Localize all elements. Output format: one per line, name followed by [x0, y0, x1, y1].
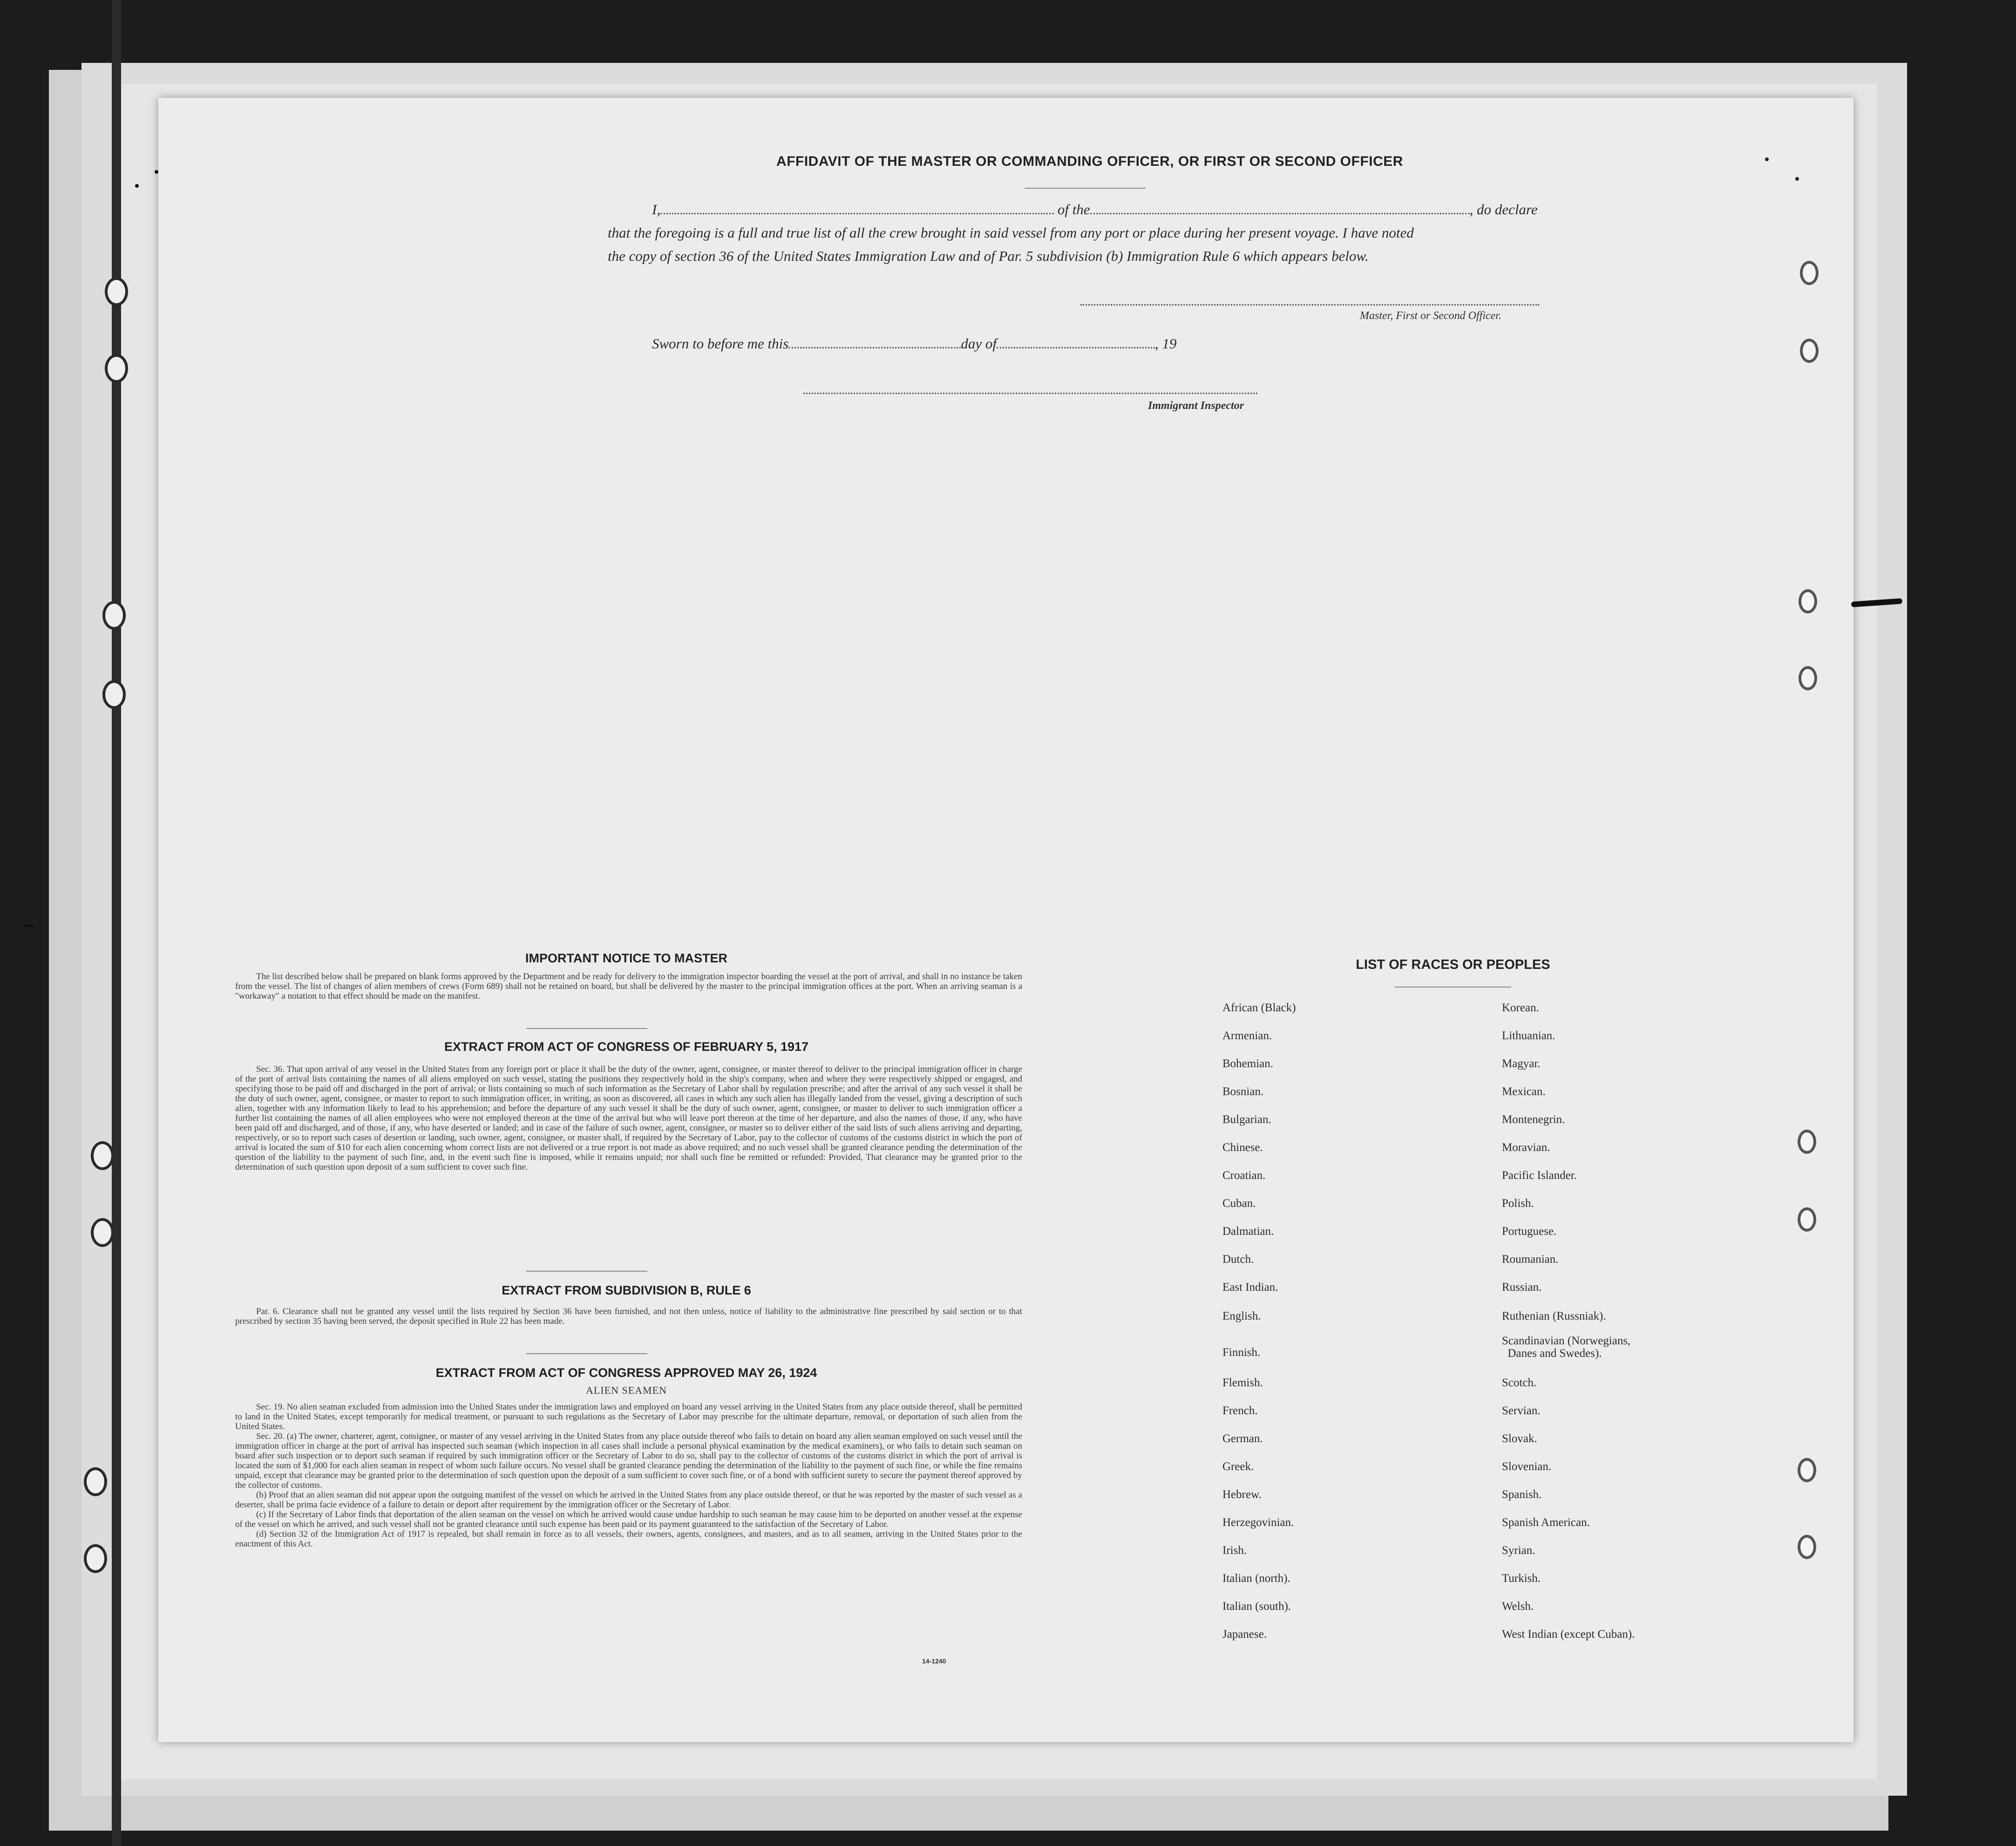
divider [526, 1353, 647, 1354]
mark [155, 170, 158, 174]
race-item: Spanish. [1502, 1488, 1542, 1501]
race-item: German. [1222, 1432, 1263, 1445]
extract-1917-paragraph: Sec. 36. That upon arrival of any vessel in the United States from any foreign port or place it shall be the duty of the owner, agent, consignee, or master thereof to deliver to the principal immigration officer in charge of the port of arrival lists containing the names of all aliens employed on such vessel, stating the positions they respectively hold in the ship's company, when and where they were respectively shipped or engaged, and specifying those to be paid off and discharged in the port of arrival; or lists containing so much of such information as the Secretary of Labor shall by regulation prescribe; and after the arrival of any such vessel it shall be the duty of such owner, agent, consignee, or master to report to such immigration officer, in writing, as soon as discovered, all cases in which any such alien has illegally landed from the vessel, giving a description of such alien, together with any information likely to lead to his apprehension; and before the departure of any such vessel it shall be the duty of such owner, agent, consignee, or master to deliver to such immigration officer a further list containing the names of all alien employees who were not employed thereon at the time of the arrival but who will leave port thereon at the time of her departure, and also the names of those, if any, who have been paid off and discharged, and of those, if any, who have deserted or landed; and in case of the failure of such owner, agent, consignee, or master so to deliver either of the said lists of such aliens arriving and departing, respectively, or so to report such cases of desertion or landing, such owner, agent, consignee, or master shall, if required by the Secretary of Labor, pay to the collector of customs of the customs district in which the port of arrival is located the sum of $10 for each alien concerning whom correct lists are not delivered or a true report is not made as above required; and no such vessel shall be granted clearance pending the determination of the question of the liability to the payment of such fine, and, in the event such fine is imposed, while it remains unpaid; nor shall such fine be remitted or refunded: Provided, That clearance may be granted prior to the determination of such question upon deposit of a sum sufficient to cover such fine. [235, 1064, 1022, 1172]
sworn-day-field[interactable] [788, 337, 961, 348]
notice-title: IMPORTANT NOTICE TO MASTER [525, 951, 727, 965]
race-item: Slovenian. [1502, 1460, 1552, 1473]
race-item: Italian (south). [1222, 1600, 1291, 1613]
race-item: Flemish. [1222, 1376, 1263, 1389]
alien-seamen-subtitle: ALIEN SEAMEN [586, 1384, 667, 1396]
binder-hole [102, 680, 126, 709]
divider [1025, 188, 1146, 189]
race-item: Dutch. [1222, 1253, 1254, 1266]
race-item: Bosnian. [1222, 1085, 1264, 1098]
binder-hole [1798, 1130, 1816, 1154]
race-item: Finnish. [1222, 1346, 1261, 1359]
affidavit-line-1 [652, 201, 1538, 218]
race-item: Chinese. [1222, 1141, 1263, 1154]
race-item: Polish. [1502, 1197, 1534, 1210]
sec-20d-paragraph: (d) Section 32 of the Immigration Act of 1917 is repealed, but shall remain in force as to all vessels, their owners, agents, consignees, and masters, and as to all seamen, arriving in the United States prior to the enactment of this Act. [235, 1529, 1022, 1549]
name-field[interactable] [660, 203, 1054, 214]
affidavit-title: AFFIDAVIT OF THE MASTER OR COMMANDING OFFICER, OR FIRST OR SECOND OFFICER [776, 154, 1403, 169]
binder-hole [1799, 589, 1817, 613]
race-item: Welsh. [1502, 1600, 1534, 1613]
race-item: Italian (north). [1222, 1572, 1290, 1585]
race-item: Roumanian. [1502, 1253, 1559, 1266]
binder-hole [1798, 1535, 1816, 1559]
race-item: Spanish American. [1502, 1516, 1590, 1529]
master-caption: Master, First or Second Officer. [1360, 310, 1501, 322]
binder-hole [1798, 1207, 1816, 1232]
race-item: African (Black) [1222, 1001, 1296, 1014]
of-the-label: of the [1057, 201, 1090, 218]
race-item: Lithuanian. [1502, 1029, 1555, 1042]
binder-hole [105, 277, 128, 306]
do-declare-label: , do declare [1469, 201, 1538, 218]
sworn-line [652, 335, 1176, 352]
race-item: Russian. [1502, 1281, 1542, 1294]
race-item: Moravian. [1502, 1141, 1550, 1154]
extract-1917-title: EXTRACT FROM ACT OF CONGRESS OF FEBRUARY 5, 1917 [444, 1040, 809, 1054]
race-item: Armenian. [1222, 1029, 1272, 1042]
vessel-field[interactable] [1090, 203, 1470, 214]
notice-paragraph: The list described below shall be prepared on blank forms approved by the Department and be ready for delivery to the immigration inspector boarding the vessel at the port of arrival, and shall in no instance be taken from the vessel. The list of changes of alien members of crews (Form 689) shall not be retained on board, but shall be delivered by the master to the principal immigration offices at the port. When an arriving seaman is a "workaway" a notation to that effect should be made on the manifest. [235, 972, 1022, 1001]
divider [526, 1271, 647, 1272]
race-item: Scotch. [1502, 1376, 1537, 1389]
divider [1395, 987, 1511, 988]
race-item: Servian. [1502, 1404, 1541, 1417]
race-item: Mexican. [1502, 1085, 1546, 1098]
form-page [158, 98, 1853, 1742]
race-item: French. [1222, 1404, 1258, 1417]
sec-20b-paragraph: (b) Proof that an alien seaman did not appear upon the outgoing manifest of the vessel on which he arrived in the United States from any place outside thereof, or that he was reported by the master of such vessel as a deserter, shall be prima facie evidence of a failure to detain or deport after requirement by the immigration officer or the Secretary of Labor. [235, 1490, 1022, 1510]
binder-hole [102, 601, 126, 630]
binder-hole [1800, 339, 1819, 363]
mark [23, 925, 34, 927]
extract-1924-title: EXTRACT FROM ACT OF CONGRESS APPROVED MAY 26, 1924 [435, 1366, 817, 1380]
sec-19-paragraph: Sec. 19. No alien seaman excluded from admission into the United States under the immigration laws and employed on board any vessel arriving in the United States from any place outside thereof, shall be permitted to land in the United States, except temporarily for medical treatment, or pursuant to such regulations as the Secretary of Labor may prescribe for the ultimate departure, removal, or deportation of such alien from the United States. [235, 1402, 1022, 1431]
extract-rule6-title: EXTRACT FROM SUBDIVISION B, RULE 6 [502, 1283, 751, 1297]
binder-hole [1799, 666, 1817, 690]
mark [1795, 177, 1799, 181]
race-item: Hebrew. [1222, 1488, 1262, 1501]
sec-20c-paragraph: (c) If the Secretary of Labor finds that deportation of the alien seaman on the vessel on which he arrived would cause undue hardship to such seaman he may cause him to be deported on another vessel at the expense of the vessel on which he arrived, and such vessel shall not be granted clearance until such expense has been paid or its payment guaranteed to the satisfaction of the Secretary of Labor. [235, 1510, 1022, 1529]
race-item: Korean. [1502, 1001, 1539, 1014]
form-number: 14-1240 [922, 1657, 946, 1665]
race-item: Bulgarian. [1222, 1113, 1271, 1126]
binder-hole [84, 1467, 107, 1496]
race-item: Portuguese. [1502, 1225, 1557, 1238]
race-item: East Indian. [1222, 1281, 1278, 1294]
affidavit-i-label: I, [652, 201, 661, 218]
binder-hole [91, 1218, 114, 1247]
mark [1765, 157, 1769, 161]
sworn-month-field[interactable] [997, 337, 1155, 348]
binder-hole [1798, 1458, 1816, 1482]
inspector-signature-line[interactable] [803, 393, 1257, 394]
race-item: Scandinavian (Norwegians, Danes and Swedes). [1502, 1335, 1631, 1360]
race-item: Montenegrin. [1502, 1113, 1565, 1126]
race-item: Ruthenian (Russniak). [1502, 1310, 1606, 1322]
binder-hole [105, 354, 128, 383]
inspector-caption: Immigrant Inspector [1148, 400, 1244, 412]
race-item: Magyar. [1502, 1057, 1541, 1070]
day-of-label: day of [961, 335, 997, 352]
race-item: English. [1222, 1310, 1261, 1322]
race-item: Herzegovinian. [1222, 1516, 1294, 1529]
mark [135, 184, 139, 188]
extract-1917-text [235, 1064, 1022, 1172]
sworn-label: Sworn to before me this [652, 335, 789, 352]
affidavit-line-3: the copy of section 36 of the United States Immigration Law and of Par. 5 subdivision (b) Immigration Rule 6 which appears below. [608, 248, 1369, 264]
race-item: Cuban. [1222, 1197, 1256, 1210]
binder-hole [91, 1141, 114, 1170]
races-title: LIST OF RACES OR PEOPLES [1356, 957, 1550, 972]
year-prefix: , 19 [1154, 335, 1177, 352]
race-item: Japanese. [1222, 1628, 1267, 1641]
extract-rule6-text [235, 1307, 1022, 1326]
extract-rule6-paragraph: Par. 6. Clearance shall not be granted any vessel until the lists required by Section 36 have been furnished, and not then unless, notice of liability to the administrative fine prescribed by said section or to that prescribed by section 35 having been served, the deposit specified in Rule 22 has been made. [235, 1307, 1022, 1326]
notice-text [235, 972, 1022, 1001]
binder-hole [84, 1544, 107, 1573]
race-item: Dalmatian. [1222, 1225, 1274, 1238]
race-item: Bohemian. [1222, 1057, 1274, 1070]
race-item: Turkish. [1502, 1572, 1541, 1585]
sec-20a-paragraph: Sec. 20. (a) The owner, charterer, agent, consignee, or master of any vessel arriving in the United States from any place outside thereof who fails to detain on board any alien seaman employed on such vessel until the immigration officer in charge at the port of arrival has inspected such seaman (which inspection in all cases shall include a personal physical examination by the medical examiners), or who fails to detain such seaman on board after such inspection or to deport such seaman if required by such immigration officer or the Secretary of Labor to do so, shall pay to the collector of customs of the customs district in which the port of arrival is located the sum of $1,000 for each alien seaman in respect of whom such failure occurs. No vessel shall be granted clearance pending the determination of the liability to the payment of such fine, or while the fine remains unpaid, except that clearance may be granted prior to the determination of such question upon the deposit of a sum sufficient to cover such fine, or of a bond with sufficient surety to secure the payment thereof approved by the collector of customs. [235, 1431, 1022, 1490]
divider [526, 1028, 647, 1029]
race-item: Slovak. [1502, 1432, 1537, 1445]
race-item: Croatian. [1222, 1169, 1266, 1182]
extract-1924-text [235, 1402, 1022, 1549]
race-item: Irish. [1222, 1544, 1247, 1557]
binder-hole [1800, 261, 1819, 285]
master-signature-line[interactable] [1080, 304, 1539, 306]
race-item: Syrian. [1502, 1544, 1535, 1557]
affidavit-line-2: that the foregoing is a full and true list of all the crew brought in said vessel from any port or place during her present voyage. I have noted [608, 225, 1414, 241]
race-item: Greek. [1222, 1460, 1254, 1473]
race-item: Pacific Islander. [1502, 1169, 1577, 1182]
race-item: West Indian (except Cuban). [1502, 1628, 1635, 1641]
